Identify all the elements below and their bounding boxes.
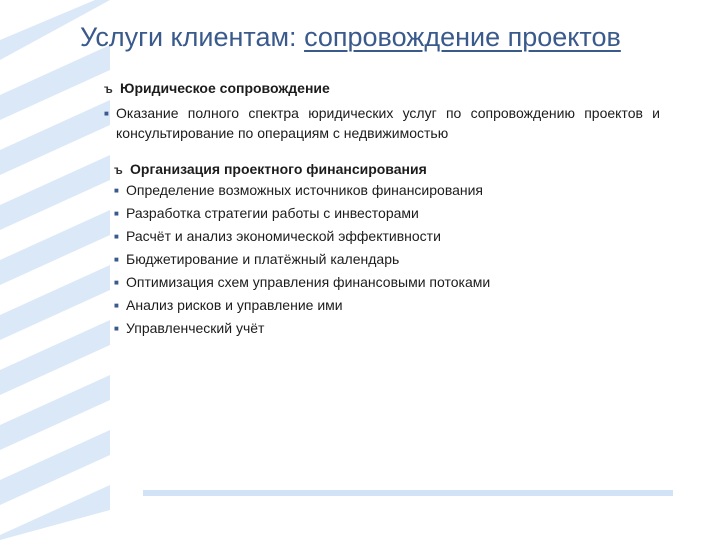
list-item-text: Анализ рисков и управление ими <box>126 297 343 313</box>
list-item-text: Оказание полного спектра юридических услуг по сопровождению проектов и консультирование по операциям с недвижимостью <box>116 105 660 141</box>
list-item <box>114 317 660 340</box>
list-item <box>114 202 660 225</box>
list-item <box>114 248 660 271</box>
section-title: Организация проектного финансирования <box>130 161 427 177</box>
section-marker-icon: ъ <box>104 82 113 96</box>
title-highlight: сопровождение проектов <box>304 22 621 52</box>
section-marker-icon: ъ <box>114 163 123 177</box>
footer-divider <box>143 490 673 496</box>
list-item <box>114 179 660 202</box>
list-item-text: Расчёт и анализ экономической эффективности <box>126 228 441 244</box>
section-title: Юридическое сопровождение <box>120 80 330 96</box>
title-prefix: Услуги клиентам: <box>80 22 305 52</box>
square-bullet-icon: ■ <box>114 255 119 264</box>
square-bullet-icon: ■ <box>114 324 119 333</box>
page-title <box>80 22 621 53</box>
section-legal <box>104 80 660 143</box>
section-header <box>104 80 660 96</box>
square-bullet-icon: ■ <box>114 232 119 241</box>
list-item-text: Оптимизация схем управления финансовыми потоками <box>126 274 491 290</box>
list-item-text: Разработка стратегии работы с инвесторами <box>126 205 419 221</box>
list-item-text: Бюджетирование и платёжный календарь <box>126 251 400 267</box>
square-bullet-icon: ■ <box>114 301 119 310</box>
slide-content <box>104 80 660 340</box>
list-item <box>114 225 660 248</box>
square-bullet-icon: ■ <box>114 186 119 195</box>
square-bullet-icon: ■ <box>104 109 109 118</box>
list-item-text: Определение возможных источников финансирования <box>126 182 484 198</box>
list-item <box>104 102 660 143</box>
square-bullet-icon: ■ <box>114 278 119 287</box>
section-header <box>114 161 660 177</box>
section-financing <box>114 161 660 340</box>
list-item-text: Управленческий учёт <box>126 320 265 336</box>
square-bullet-icon: ■ <box>114 209 119 218</box>
decorative-stripes <box>0 0 120 540</box>
list-item <box>114 271 660 294</box>
list-item <box>114 294 660 317</box>
